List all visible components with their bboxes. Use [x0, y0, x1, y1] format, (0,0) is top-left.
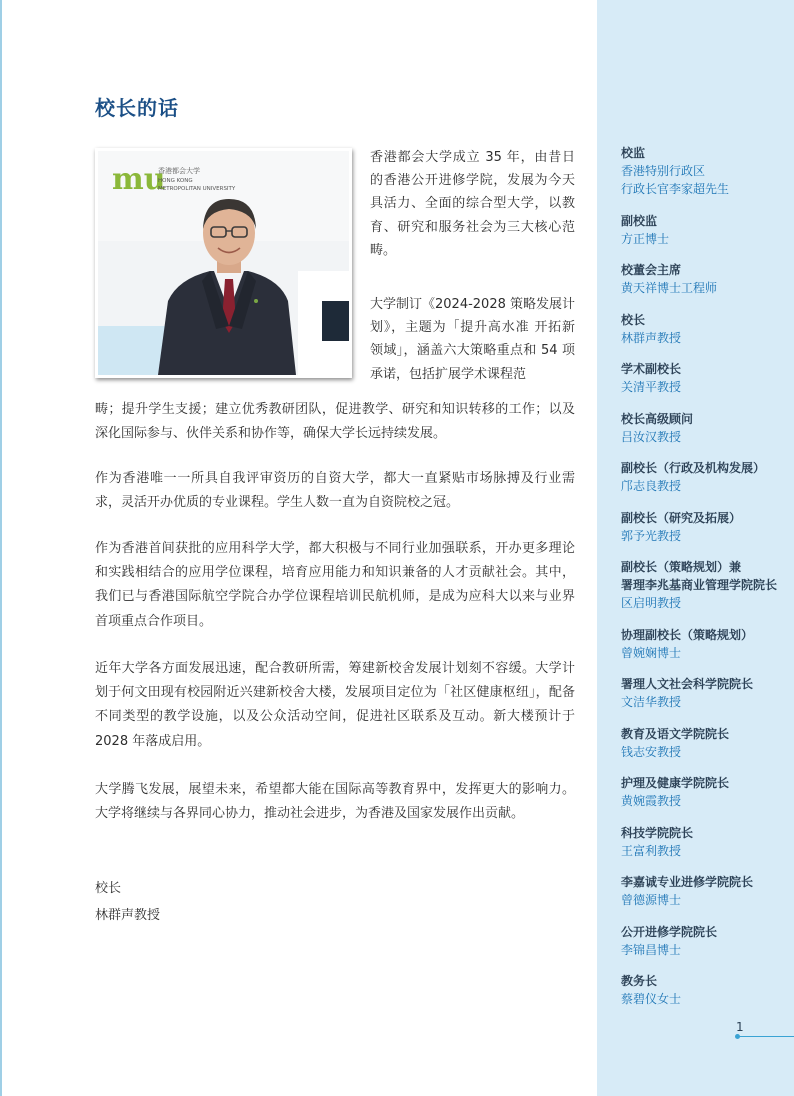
- role-title: 学术副校长: [621, 362, 682, 376]
- leadership-entry: [621, 459, 791, 495]
- role-title: 校监: [621, 146, 646, 160]
- role-title-line2: 署理李兆基商业管理学院院长: [621, 578, 778, 592]
- letter-paragraph-5: 近年大学各方面发展迅速，配合教研所需，筹建新校舍发展计划刻不容缓。大学计划于何文田现有校园附近兴建新校舍大楼，发展项目定位为「社区健康枢纽」，配备不同类型的教学设施，以及公众活动空间，促进社区联系及互动。新大楼预计于 2028 年落成启用。: [95, 661, 575, 749]
- letter-paragraph-4: 作为香港首间获批的应用科学大学，都大积极与不同行业加强联系，开办更多理论和实践相结合的应用学位课程，培育应用能力和知识兼备的人才贡献社会。其中，我们已与香港国际航空学院合办学位课程培训民航机师，是成为应科大以来与业界首项重点合作项目。: [95, 541, 575, 629]
- role-holder-name: 关清平教授: [621, 380, 682, 394]
- leadership-entry: [621, 410, 791, 446]
- leadership-entry: [621, 360, 791, 396]
- role-holder-name: 区启明教授: [621, 596, 682, 610]
- role-title: 副校长（行政及机构发展）: [621, 461, 766, 475]
- role-holder-name: 李锦昌博士: [621, 942, 682, 957]
- role-title: 校长高级顾问: [621, 411, 694, 426]
- logo-cn-text: 香港都会大学: [158, 167, 200, 175]
- leadership-entry: [621, 675, 791, 711]
- page-number-dot: [735, 1034, 740, 1039]
- letter-paragraph-2-wrapped: 大学制订《2024-2028 策略发展计划》，主题为「提升高水准 开拓新领域」，涵盖六大策略重点和 54 项承诺，包括扩展学术课程范: [370, 297, 575, 382]
- role-holder-name: 黄天祥博士工程师: [621, 281, 718, 295]
- role-holder-name: 行政长官李家超先生: [621, 182, 730, 196]
- role-title: 公开进修学院院长: [621, 924, 718, 939]
- signature-title: 校长: [95, 881, 122, 896]
- role-title: 校长: [621, 312, 646, 327]
- page-title: 校长的话: [95, 96, 179, 120]
- president-portrait-image: [98, 151, 349, 375]
- leadership-entry: [621, 972, 791, 1008]
- role-holder-name: 黄婉霞教授: [621, 794, 682, 808]
- letter-paragraph-2-continued: 畴；提升学生支援；建立优秀教研团队，促进教学、研究和知识转移的工作；以及深化国际参与、伙伴关系和协作等，确保大学长远持续发展。: [95, 402, 575, 442]
- role-holder-name: 吕汝汉教授: [621, 429, 682, 444]
- role-holder-name: 王富利教授: [621, 843, 682, 858]
- role-title: 副校监: [621, 213, 658, 228]
- page-number: 1: [736, 1020, 744, 1034]
- logo-en-line2: METROPOLITAN UNIVERSITY: [158, 186, 236, 192]
- mu-logo-mark: mu: [112, 162, 166, 197]
- role-title: 李嘉诚专业进修学院院长: [621, 875, 754, 889]
- leadership-entry: [621, 558, 791, 612]
- role-holder-name: 曾德源博士: [621, 893, 682, 907]
- leadership-entry: [621, 261, 791, 297]
- role-holder-name: 曾婉娴博士: [621, 645, 682, 660]
- leadership-entry: [621, 626, 791, 662]
- role-holder-name: 文洁华教授: [621, 695, 682, 709]
- leadership-entry: [621, 509, 791, 545]
- leadership-entry: [621, 212, 791, 248]
- role-title: 协理副校长（策略规划）: [621, 627, 754, 642]
- letter-paragraph-6: 大学腾飞发展，展望未来，希望都大能在国际高等教育界中，发挥更大的影响力。大学将继续与各界同心协力，推动社会进步，为香港及国家发展作出贡献。: [95, 782, 575, 822]
- role-title: 教务长: [621, 974, 658, 988]
- leadership-entry: [621, 923, 791, 959]
- logo-en-line1: HONG KONG: [158, 178, 193, 184]
- role-title: 校董会主席: [621, 263, 682, 277]
- page-number-rule: [738, 1036, 794, 1037]
- leadership-list: [621, 144, 791, 1022]
- leadership-entry: [621, 311, 791, 347]
- role-holder-name: 郭予光教授: [621, 528, 682, 543]
- role-title: 教育及语文学院院长: [621, 726, 730, 741]
- leadership-entry: [621, 774, 791, 810]
- role-holder-name: 邝志良教授: [621, 479, 682, 493]
- role-title: 署理人文社会科学院院长: [621, 677, 754, 691]
- role-holder-name: 林群声教授: [621, 330, 682, 345]
- role-title: 护理及健康学院院长: [621, 776, 730, 790]
- leadership-entry: [621, 873, 791, 909]
- role-holder-name: 方正博士: [621, 231, 670, 246]
- signature-name: 林群声教授: [95, 908, 161, 923]
- leadership-sidebar: [597, 0, 794, 1096]
- leadership-entry: [621, 144, 791, 198]
- president-photo: [95, 148, 352, 378]
- role-holder-name: 香港特别行政区: [621, 164, 706, 178]
- leadership-entry: [621, 725, 791, 761]
- role-title: 科技学院院长: [621, 825, 694, 840]
- letter-paragraph-3: 作为香港唯一一所具自我评审资历的自资大学，都大一直紧贴市场脉搏及行业需求，灵活开办优质的专业课程。学生人数一直为自资院校之冠。: [95, 471, 575, 511]
- role-holder-name: 钱志安教授: [621, 744, 682, 759]
- role-title: 副校长（策略规划）兼: [621, 560, 742, 574]
- left-edge-rule: [0, 0, 2, 1096]
- leadership-entry: [621, 824, 791, 860]
- role-holder-name: 蔡碧仪女士: [621, 992, 682, 1006]
- letter-paragraph-1: 香港都会大学成立 35 年，由昔日的香港公开进修学院，发展为今天具活力、全面的综合型大学，以教育、研究和服务社会为三大核心范畴。: [370, 150, 575, 258]
- role-title: 副校长（研究及拓展）: [621, 510, 742, 525]
